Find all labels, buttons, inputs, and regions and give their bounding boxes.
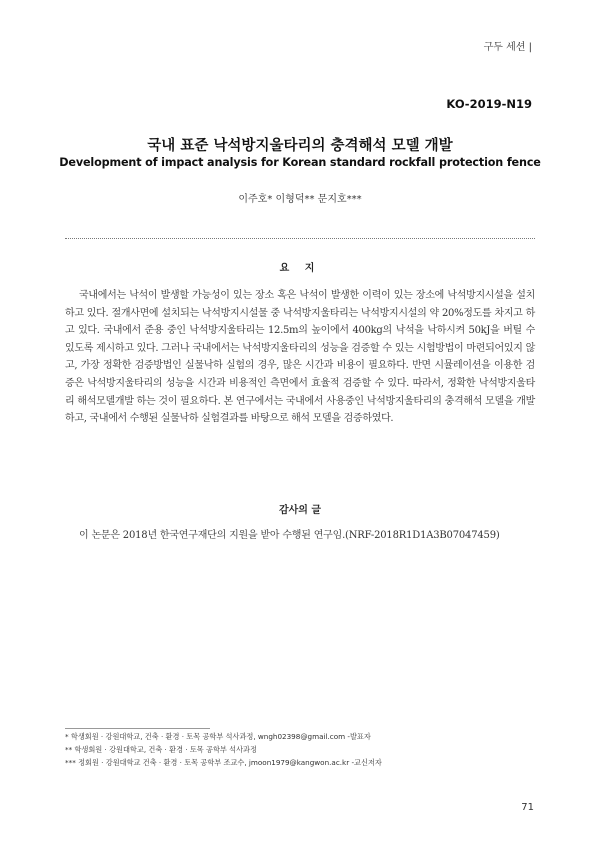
footnote-3: *** 정회원 · 강원대학교 건축 · 환경 · 토목 공학부 조교수, jmoon1979@kangwon.ac.kr -교신저자 xyxy=(65,758,382,767)
footnote-1: * 학생회원 · 강원대학교, 건축 · 환경 · 토목 공학부 석사과정, wngh02398@gmail.com -발표자 xyxy=(65,732,371,741)
author-list: 이주호* 이형덕** 문지호*** xyxy=(238,194,362,205)
section-divider xyxy=(65,238,535,239)
title-english: Development of impact analysis for Korean standard rockfall protection fence xyxy=(59,156,541,169)
acknowledgement-body: 이 논문은 2018년 한국연구재단의 지원을 받아 수행된 연구임.(NRF-2018R1D1A3B07047459) xyxy=(79,530,500,541)
acknowledgement-heading: 감사의 글 xyxy=(278,505,322,516)
abstract-body: 국내에서는 낙석이 발생할 가능성이 있는 장소 혹은 낙석이 발생한 이력이 있는 장소에 낙석방지시설을 설치하고 있다. 절개사면에 설치되는 낙석방지시설물 중 낙석방지울타리는 낙석방지시설의 약 20%정도를 차지고 하고 있다. 국내에서 준용 중인 낙석방지울타리는 12.5m의 높이에서 400kg의 낙석을 낙하시켜 50kJ을 버틸 수 있도록 제시하고 있다. 그러나 국내에서는 낙석방지울타리의 성능을 검증할 수 있는 시험방법이 마련되어있지 않고, 가장 정확한 검증방법인 실물낙하 실험의 경우, 많은 시간과 비용이 필요하다. 반면 시뮬레이션을 이용한 검증은 낙석방지울타리의 성능을 시간과 비용적인 측면에서 효율적 검증할 수 있다. 따라서, 정확한 낙석방지울타리 해석모델개발 하는 것이 필요하다. 본 연구에서는 국내에서 사용중인 낙석방지울타리의 충격해석 모델을 개발하고, 국내에서 수행된 실물낙하 실험결과를 바탕으로 해석 모델을 검증하였다. xyxy=(65,290,535,425)
footnote-2: ** 학생회원 · 강원대학교, 건축 · 환경 · 토목 공학부 석사과정 xyxy=(65,745,257,754)
abstract-heading: 요 지 xyxy=(279,263,321,274)
footnote-rule xyxy=(65,728,210,729)
title-korean: 국내 표준 낙석방지울타리의 충격해석 모델 개발 xyxy=(147,138,453,154)
session-label: 구두 세션 | xyxy=(483,42,532,53)
page-number: 71 xyxy=(521,802,534,813)
paper-code: KO-2019-N19 xyxy=(446,97,532,111)
